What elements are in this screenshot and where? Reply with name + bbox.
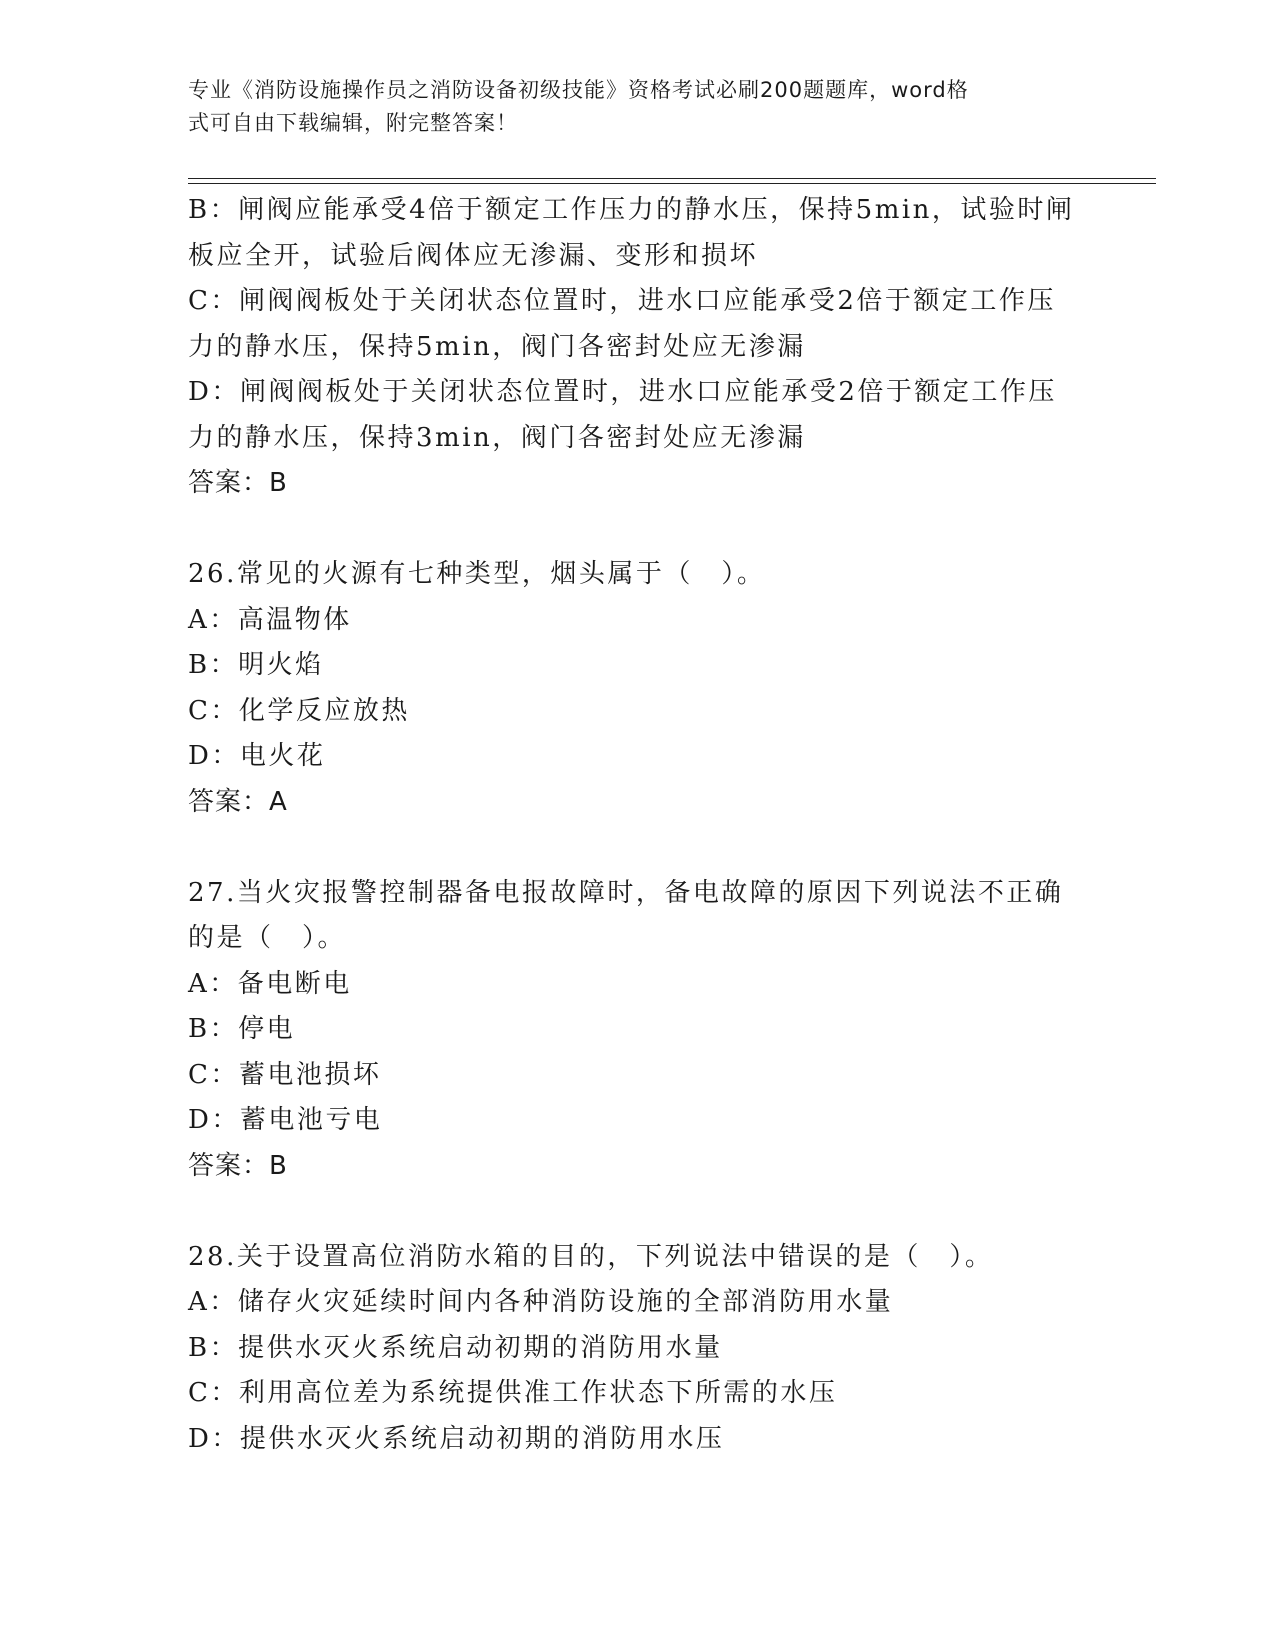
question-25-continued — [188, 188, 1088, 507]
question-28 — [188, 1235, 1088, 1463]
option-c: C：利用高位差为系统提供准工作状态下所需的水压 — [188, 1378, 838, 1408]
answer: 答案：B — [188, 1150, 288, 1181]
option-b: B：提供水灭火系统启动初期的消防用水量 — [188, 1332, 723, 1363]
spacer — [188, 825, 1088, 871]
answer: 答案：A — [188, 786, 288, 817]
option-d: D：电火花 — [188, 741, 326, 771]
option-c-line-2: 力的静水压，保持5min，阀门各密封处应无渗漏 — [188, 331, 806, 362]
option-d: D：蓄电池亏电 — [188, 1105, 383, 1135]
question-26 — [188, 552, 1088, 825]
option-b-line-2: 板应全开，试验后阀体应无渗漏、变形和损坏 — [188, 240, 759, 271]
option-c-line-1: C：闸阀阀板处于关闭状态位置时，进水口应能承受2倍于额定工作压 — [188, 286, 1056, 316]
answer: 答案：B — [188, 468, 288, 498]
option-c: C：化学反应放热 — [188, 695, 410, 726]
option-d-line-2: 力的静水压，保持3min，阀门各密封处应无渗漏 — [188, 422, 806, 453]
header-line-1: 专业《消防设施操作员之消防设备初级技能》资格考试必刷200题题库，word格 — [188, 78, 969, 102]
header-line-2: 式可自由下载编辑，附完整答案！ — [188, 111, 518, 135]
question-text: 28.关于设置高位消防水箱的目的，下列说法中错误的是（ ）。 — [188, 1241, 994, 1272]
header-divider-top — [188, 178, 1156, 179]
option-b-line-1: B：闸阀应能承受4倍于额定工作压力的静水压，保持5min，试验时闸 — [188, 195, 1075, 225]
option-d: D：提供水灭火系统启动初期的消防用水压 — [188, 1423, 725, 1454]
option-a: A：备电断电 — [188, 968, 352, 999]
option-b: B：明火焰 — [188, 650, 324, 680]
option-b: B：停电 — [188, 1014, 296, 1044]
question-text-line-1: 27.当火灾报警控制器备电报故障时，备电故障的原因下列说法不正确 — [188, 877, 1064, 908]
option-c: C：蓄电池损坏 — [188, 1059, 382, 1090]
option-d-line-1: D：闸阀阀板处于关闭状态位置时，进水口应能承受2倍于额定工作压 — [188, 377, 1057, 407]
question-27 — [188, 871, 1088, 1190]
question-content — [188, 188, 1088, 1462]
header-divider-bottom — [188, 183, 1156, 184]
spacer — [188, 1189, 1088, 1235]
document-header — [188, 74, 1068, 140]
option-a: A：储存火灾延续时间内各种消防设施的全部消防用水量 — [188, 1287, 894, 1317]
question-text: 26.常见的火源有七种类型，烟头属于（ ）。 — [188, 559, 766, 589]
option-a: A：高温物体 — [188, 604, 352, 635]
question-text-line-2: 的是（ ）。 — [188, 923, 347, 953]
spacer — [188, 507, 1088, 553]
